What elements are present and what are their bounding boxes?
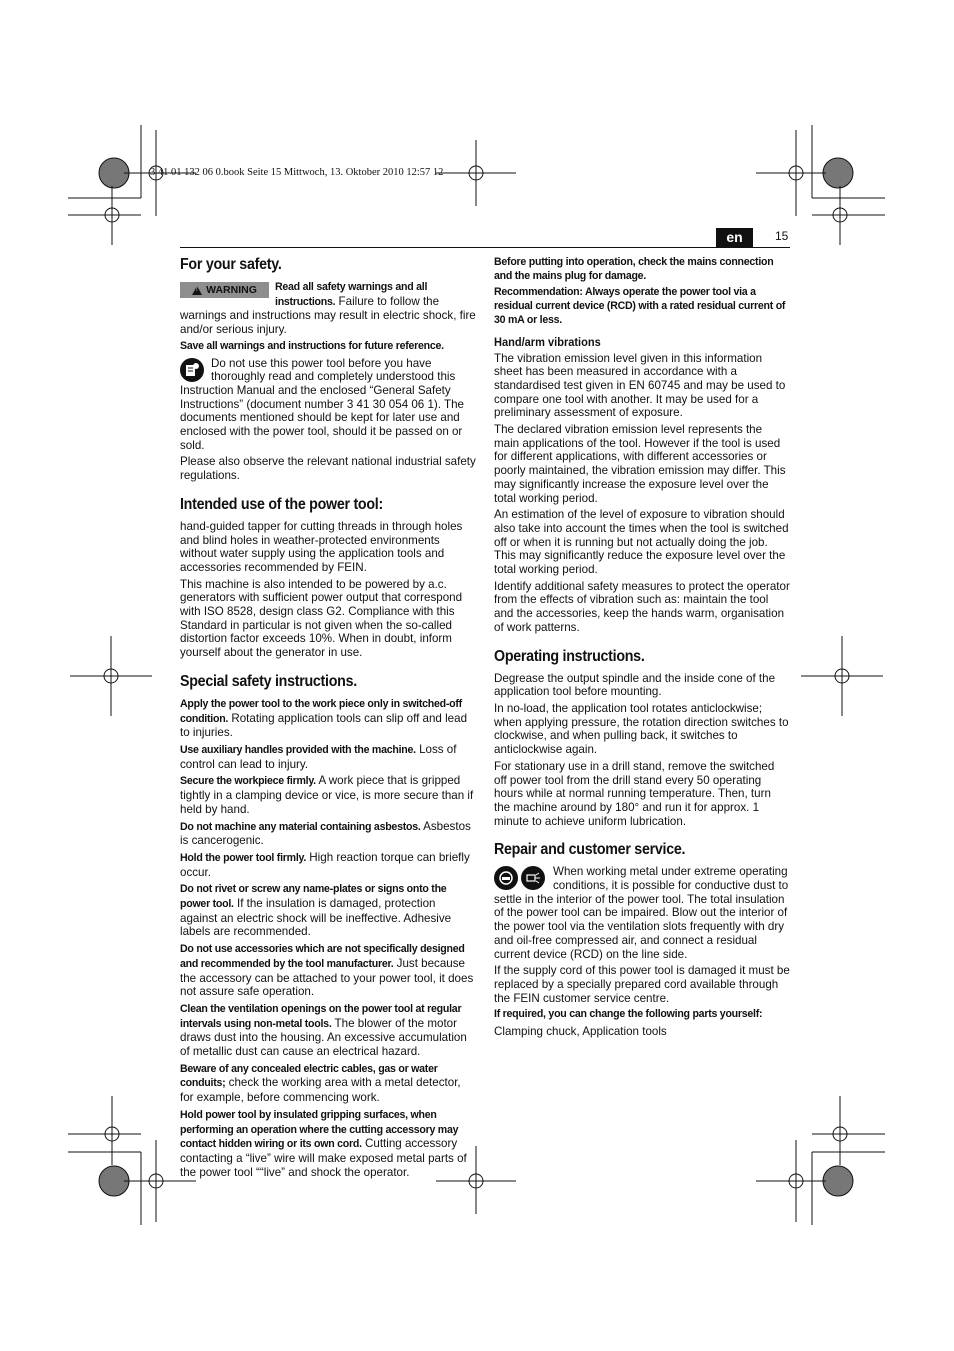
warning-badge	[180, 282, 269, 298]
vibration-heading: Hand/arm vibrations	[494, 334, 601, 349]
rcd-recommendation: Recommendation: Always operate the power tool via a residual current device (RCD) with a rated residual current of 30 mA or less.	[494, 286, 786, 326]
repair-paragraph-1: When working metal under extreme operating conditions, it is possible for conductive dust to settle in the interior of the power tool. The total insulation of the power tool can be impaired. Blow out the interior of the power tool via the ventilation slots frequently with dry and oil-free compressed air, and connect a residual current device (RCD) on the line side.	[494, 865, 789, 961]
read-manual-icon	[180, 358, 204, 382]
file-info-line: 3 41 01 132 06 0.book Seite 15 Mittwoch, 13. Oktober 2010 12:57 12	[150, 167, 444, 178]
observe-paragraph: Please also observe the relevant national industrial safety regulations.	[180, 455, 476, 483]
repair-icons	[494, 866, 545, 890]
vibration-paragraph-1: The vibration emission level given in this information sheet has been measured in accordance with a standardised test given in EN 60745 and may be used to compare one tool with another. It may be used for a preliminary assessment of exposure.	[494, 351, 786, 420]
intended-use-heading: Intended use of the power tool:	[180, 495, 383, 513]
special-item: Do not use accessories which are not specifically designed and recommended by the tool manufacturer. Just because the accessory can be attached to your power tool, it does not assure safe operation.	[180, 943, 474, 999]
save-note: Save all warnings and instructions for future reference.	[180, 339, 444, 352]
warning-block	[180, 280, 476, 337]
manual-block	[180, 357, 476, 453]
vibration-paragraph-3: An estimation of the level of exposure to vibration should also take into account the times when the tool is switched off or when it is running but not actually doing the job. This may significantly reduce the exposure level over the total working period.	[494, 508, 789, 577]
special-item: Clean the ventilation openings on the power tool at regular intervals using non-metal tools. The blower of the motor draws dust into the housing. An excessive accumulation of metallic dust can cause an electrical hazard.	[180, 1002, 467, 1059]
replaceable-parts-list: Clamping chuck, Application tools	[494, 1025, 667, 1039]
left-column	[180, 256, 476, 1182]
special-item: Hold the power tool firmly. High reaction torque can briefly occur.	[180, 850, 470, 879]
warning-triangle-icon	[192, 286, 202, 295]
special-item: Secure the workpiece firmly. A work piece that is gripped tightly in a clamping device or vice, is more secure than if held by hand.	[180, 774, 474, 816]
operating-paragraph-1: Degrease the output spindle and the inside cone of the application tool before mounting.	[494, 671, 776, 699]
safety-heading: For your safety.	[180, 256, 282, 273]
special-item: Beware of any concealed electric cables, gas or water conduits; check the working area with a metal detector, for example, before commencing work.	[180, 1062, 461, 1105]
before-operation-note: Before putting into operation, check the mains connection and the mains plug for damage.	[494, 256, 774, 282]
warning-paragraph: Read all safety warnings and all instructions. Failure to follow the warnings and instructions may result in electric shock, fire and/or serious injury.	[180, 281, 476, 337]
vibration-paragraph-4: Identify additional safety measures to protect the operator from the effects of vibration such as: maintain the tool and the accessories, keep the hands warm, organisation of work patterns.	[494, 579, 790, 634]
special-item: Do not rivet or screw any name-plates or signs onto the power tool. If the insulation is damaged, protection against an electric shock will be ineffective. Adhesive labels are recommended.	[180, 883, 452, 939]
special-item: Do not machine any material containing asbestos. Asbestos is cancerogenic.	[180, 819, 471, 848]
operating-paragraph-2: In no-load, the application tool rotates anticlockwise; when applying pressure, the rotation direction switches to clockwise, and when pulling back, it switches to anticlockwise again.	[494, 701, 789, 757]
special-item: Hold power tool by insulated gripping surfaces, when performing an operation where the cutting accessory may contact hidden wiring or its own cord. Cutting accessory contacting a “live” wire will make exposed metal parts of the power tool ““live” and shock the operator.	[180, 1108, 467, 1179]
operating-paragraph-3: For stationary use in a drill stand, remove the switched off power tool from the drill stand every 50 operating hours while at normal running temperature. Then, turn the machine around by 180° and run it for approx. 1 minute to achieve uniform lubrication.	[494, 759, 775, 828]
repair-block	[494, 865, 790, 961]
eye-protection-icon	[494, 866, 518, 890]
compressed-air-icon	[521, 866, 545, 890]
replaceable-parts-label: If required, you can change the following parts yourself:	[494, 1008, 763, 1021]
language-badge: en	[716, 228, 753, 247]
repair-paragraph-2: If the supply cord of this power tool is damaged it must be replaced by a specially prepared cord available through the FEIN customer service centre.	[494, 964, 790, 1005]
page-number: 15	[775, 229, 789, 243]
manual-paragraph: Do not use this power tool before you have thoroughly read and completely understood this Instruction Manual and the enclosed “General Safety Instructions” (document number 3 41 30 054 06 1). The documents mentioned should be kept for later use and enclosed with the power tool, should it be passed on or sold.	[180, 356, 464, 452]
right-column	[494, 256, 790, 1042]
repair-heading: Repair and customer service.	[494, 841, 686, 859]
warning-label: WARNING	[206, 284, 257, 296]
operating-heading: Operating instructions.	[494, 647, 645, 665]
special-item: Use auxiliary handles provided with the machine. Loss of control can lead to injury.	[180, 742, 457, 771]
header-rule	[180, 247, 790, 248]
intended-paragraph-1: hand-guided tapper for cutting threads in through holes and blind holes in weather-protected environments without water supply using the application tools and accessories recommended by FEIN.	[180, 519, 463, 574]
special-item: Apply the power tool to the work piece only in switched-off condition. Rotating application tools can slip off and lead to injuries.	[180, 697, 468, 740]
special-safety-heading: Special safety instructions.	[180, 672, 357, 690]
intended-paragraph-2: This machine is also intended to be powered by a.c. generators with sufficient power output that correspond with ISO 8528, design class G2. Compliance with this Standard in particular is not given when the so-called distortion factor exceeds 10%. When in doubt, inform yourself about the generator in use.	[180, 577, 463, 660]
vibration-paragraph-2: The declared vibration emission level represents the main applications of the tool. However if the tool is used for different applications, with different accessories or poorly maintained, the vibration emission may differ. This may significantly increase the exposure level over the total working period.	[494, 423, 786, 505]
